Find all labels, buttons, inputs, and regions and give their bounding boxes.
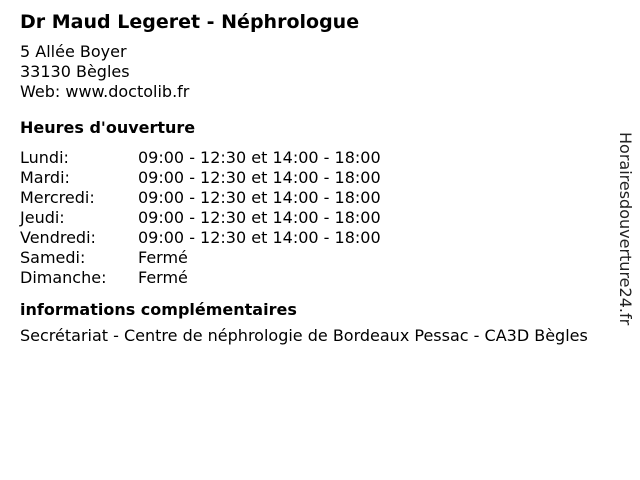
day-label: Lundi: [20, 148, 69, 167]
day-hours: 09:00 - 12:30 et 14:00 - 18:00 [138, 168, 381, 187]
day-label: Vendredi: [20, 228, 96, 247]
watermark-text: Horairesdouverture24.fr [616, 132, 635, 326]
hours-row-wednesday [20, 188, 610, 208]
day-label: Mercredi: [20, 188, 95, 207]
hours-row-saturday [20, 248, 610, 268]
business-card [20, 10, 610, 346]
info-text: Secrétariat - Centre de néphrologie de Bordeaux Pessac - CA3D Bègles [20, 326, 588, 345]
day-hours: 09:00 - 12:30 et 14:00 - 18:00 [138, 188, 381, 207]
watermark [610, 132, 640, 372]
hours-table [20, 148, 610, 288]
page-title: Dr Maud Legeret - Néphrologue [20, 11, 360, 33]
day-hours: Fermé [138, 248, 188, 267]
day-label: Dimanche: [20, 268, 107, 287]
day-hours: 09:00 - 12:30 et 14:00 - 18:00 [138, 208, 381, 227]
hours-row-tuesday [20, 168, 610, 188]
hours-row-monday [20, 148, 610, 168]
address-street: 5 Allée Boyer [20, 42, 127, 61]
address-city: 33130 Bègles [20, 62, 130, 81]
info-heading: informations complémentaires [20, 300, 297, 319]
day-label: Mardi: [20, 168, 70, 187]
day-hours: 09:00 - 12:30 et 14:00 - 18:00 [138, 148, 381, 167]
day-hours: Fermé [138, 268, 188, 287]
day-label: Jeudi: [20, 208, 65, 227]
address-web: Web: www.doctolib.fr [20, 82, 190, 101]
address-block [20, 42, 610, 102]
hours-row-sunday [20, 268, 610, 288]
day-hours: 09:00 - 12:30 et 14:00 - 18:00 [138, 228, 381, 247]
hours-row-friday [20, 228, 610, 248]
day-label: Samedi: [20, 248, 86, 267]
hours-row-thursday [20, 208, 610, 228]
hours-heading: Heures d'ouverture [20, 118, 196, 137]
